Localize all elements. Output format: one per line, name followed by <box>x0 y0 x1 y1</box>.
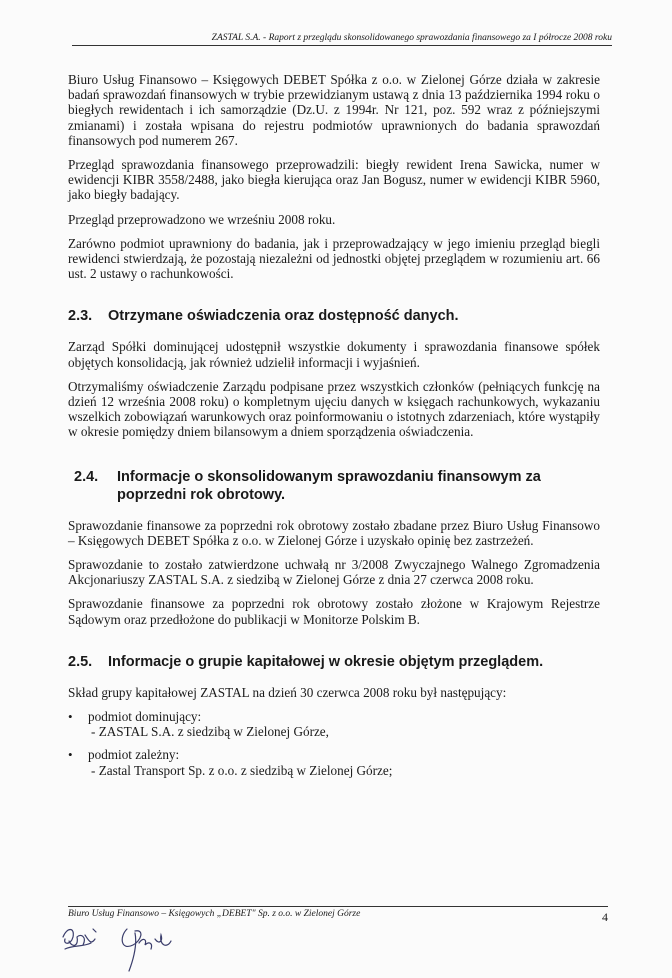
paragraph: Sprawozdanie to zostało zatwierdzone uchwałą nr 3/2008 Zwyczajnego Walnego Zgromadzenia Akcjonariuszy ZASTAL S.A. z siedzibą w Zielonej Górze z dnia 27 czerwca 2008 roku. <box>68 557 600 588</box>
section-number: 2.4. <box>74 468 99 485</box>
paragraph: Sprawozdanie finansowe za poprzedni rok obrotowy zostało zbadane przez Biuro Usług Finansowo – Księgowych DEBET Spółka z o.o. w Zielonej Górze i uzyskało opinię bez zastrzeżeń. <box>68 517 600 548</box>
page-header: ZASTAL S.A. - Raport z przeglądu skonsolidowanego sprawozdania finansowego za I półrocze 2008 roku <box>72 33 612 46</box>
section-title: Otrzymane oświadczenia oraz dostępność danych. <box>108 308 459 325</box>
list-item-sub: - Zastal Transport Sp. z o.o. z siedzibą w Zielonej Górze; <box>91 762 393 778</box>
document-body <box>68 72 600 786</box>
list-item <box>68 709 600 739</box>
section-number: 2.3. <box>68 308 93 325</box>
page-number: 4 <box>602 910 608 924</box>
paragraph: Przegląd sprawozdania finansowego przeprowadzili: biegły rewident Irena Sawicka, numer w ewidencji KIBR 3558/2488, jako biegła kierująca oraz Jan Bogusz, numer w ewidencji KIBR 5960, jako biegły badający. <box>68 157 600 203</box>
list-item-label: • podmiot zależny: <box>88 747 180 763</box>
section-heading-2-5 <box>68 653 600 671</box>
signature-2 <box>122 929 171 971</box>
handwritten-signatures <box>55 915 215 975</box>
paragraph: Przegląd przeprowadzono we wrześniu 2008 roku. <box>68 211 336 227</box>
section-title: Informacje o grupie kapitałowej w okresie objętym przeglądem. <box>108 653 544 670</box>
footer-text: Biuro Usług Finansowo – Księgowych „DEBET" Sp. z o.o. w Zielonej Górze <box>68 909 361 919</box>
paragraph: Biuro Usług Finansowo – Księgowych DEBET Spółka z o.o. w Zielonej Górze działa w zakresie badań sprawozdań finansowych w trybie przewidzianym ustawą z dnia 13 października 1994 roku o biegłych rewidentach i ich samorządzie (Dz.U. z 1994r. Nr 121, poz. 592 wraz z późniejszymi zmianami) i została wpisana do rejestru podmiotów uprawnionych do badania sprawozdań finansowych pod numerem 267. <box>68 72 600 148</box>
list-item-sub: - ZASTAL S.A. z siedzibą w Zielonej Górze, <box>91 724 329 740</box>
section-number: 2.5. <box>68 653 93 670</box>
section-heading-2-3 <box>68 307 600 325</box>
paragraph: Sprawozdanie finansowe za poprzedni rok obrotowy zostało złożone w Krajowym Rejestrze Sądowym oraz przedłożone do publikacji w Monitorze Polskim B. <box>68 596 600 627</box>
paragraph: Zarówno podmiot uprawniony do badania, jak i przeprowadzający w jego imieniu przegląd biegli rewidenci stwierdzają, że pozostają niezależni od jednostki objętej przeglądem w rozumieniu art. 66 ust. 2 ustawy o rachunkowości. <box>68 235 600 282</box>
signature-1 <box>63 929 96 949</box>
list-item-label: • podmiot dominujący: <box>88 709 202 725</box>
paragraph: Zarząd Spółki dominującej udostępnił wszystkie dokumenty i sprawozdania finansowe spółek objętych konsolidacją, jak również udzielił informacji i wyjaśnień. <box>68 339 600 370</box>
paragraph: Skład grupy kapitałowej ZASTAL na dzień 30 czerwca 2008 roku był następujący: <box>68 684 507 700</box>
list-item <box>68 747 600 777</box>
section-heading-2-4 <box>74 468 600 504</box>
section-title: Informacje o skonsolidowanym sprawozdaniu finansowym za poprzedni rok obrotowy. <box>117 468 541 503</box>
paragraph: Otrzymaliśmy oświadczenie Zarządu podpisane przez wszystkich członków (pełniących funkcję na dzień 12 września 2008 roku) o kompletnym ujęciu danych w księgach rachunkowych, wykazaniu wszelkich zobowiązań warunkowych oraz poinformowaniu o istotnych zdarzeniach, które wystąpiły w okresie pomiędzy dniem bilansowym a dniem sporządzenia oświadczenia. <box>68 378 600 440</box>
group-list <box>68 709 600 778</box>
